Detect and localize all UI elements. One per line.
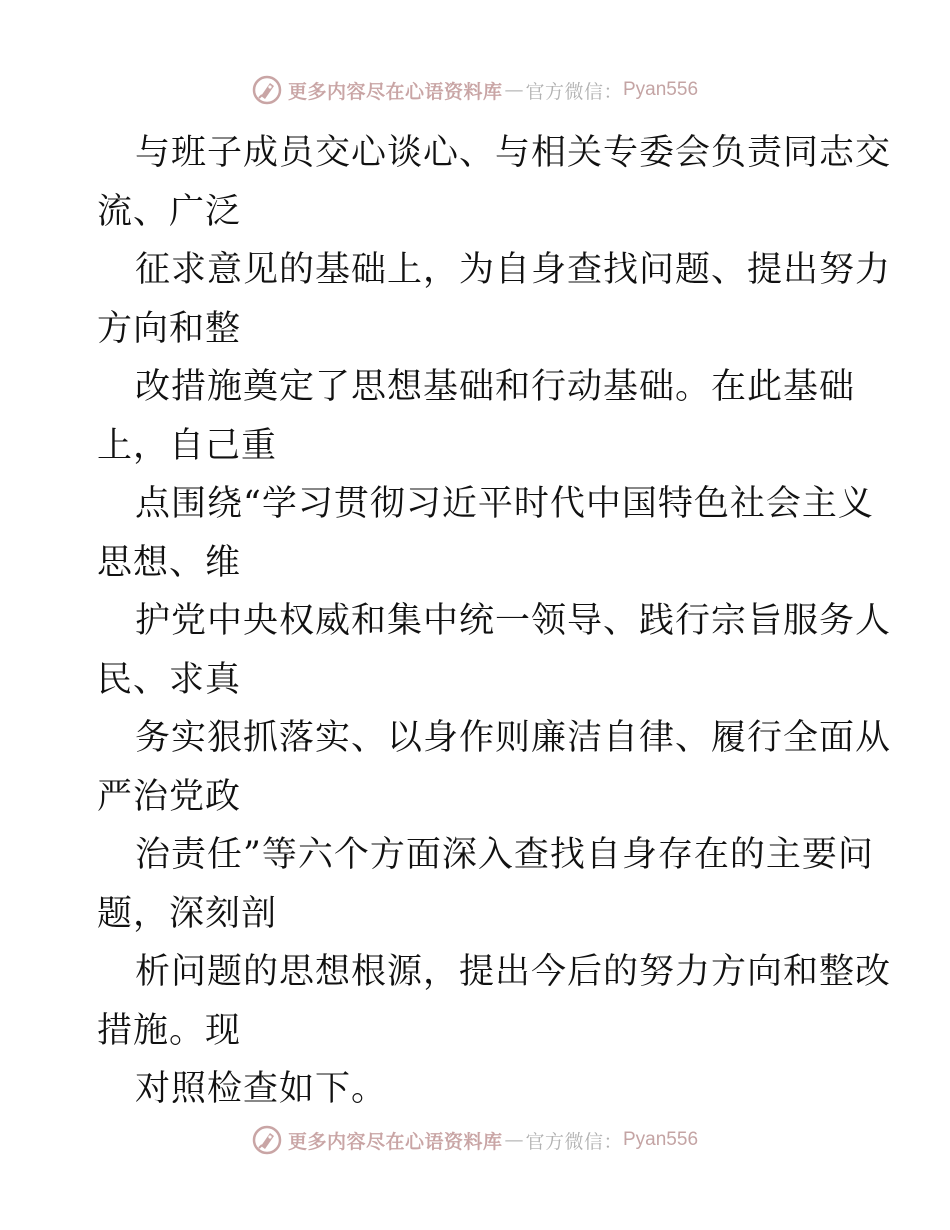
watermark-wechat-id: Pyan556 xyxy=(623,79,699,100)
watermark-wechat-label: 官方微信： xyxy=(525,1130,623,1153)
document-body xyxy=(97,124,892,1119)
body-line: 民、求真 xyxy=(97,659,242,700)
pen-nib-circle-icon xyxy=(252,1125,282,1155)
body-line: 严治党政 xyxy=(97,776,242,817)
body-line: 征求意见的基础上，为自身查找问题、提出努力 xyxy=(135,250,892,290)
watermark-dash: — xyxy=(504,1129,524,1151)
watermark-wechat-id: Pyan556 xyxy=(623,1129,699,1150)
body-line: 护党中央权威和集中统一领导、践行宗旨服务人 xyxy=(135,601,892,641)
watermark-dash: — xyxy=(504,79,524,101)
body-line: 流、广泛 xyxy=(97,191,242,232)
body-line: 析问题的思想根源，提出今后的努力方向和整改 xyxy=(135,952,892,992)
body-line: 思想、维 xyxy=(97,542,242,583)
body-line: 对照检查如下。 xyxy=(135,1069,388,1109)
watermark-wechat-label: 官方微信： xyxy=(525,80,623,103)
header-watermark xyxy=(0,72,950,108)
body-line: 方向和整 xyxy=(97,308,242,349)
body-line: 与班子成员交心谈心、与相关专委会负责同志交 xyxy=(135,133,892,173)
body-line: 题，深刻剖 xyxy=(97,893,278,934)
watermark-text: 更多内容尽在心语资料库 xyxy=(287,1130,503,1153)
body-line: 务实狠抓落实、以身作则廉洁自律、履行全面从 xyxy=(135,718,892,758)
body-line: 点围绕“学习贯彻习近平时代中国特色社会主义 xyxy=(135,484,874,524)
footer-watermark xyxy=(0,1122,950,1158)
body-line: 措施。现 xyxy=(97,1010,242,1051)
body-line: 改措施奠定了思想基础和行动基础。在此基础 xyxy=(135,367,856,407)
watermark-text: 更多内容尽在心语资料库 xyxy=(287,80,503,103)
body-line: 治责任”等六个方面深入查找自身存在的主要问 xyxy=(135,835,874,875)
body-line: 上，自己重 xyxy=(97,425,278,466)
pen-nib-circle-icon xyxy=(252,75,282,105)
